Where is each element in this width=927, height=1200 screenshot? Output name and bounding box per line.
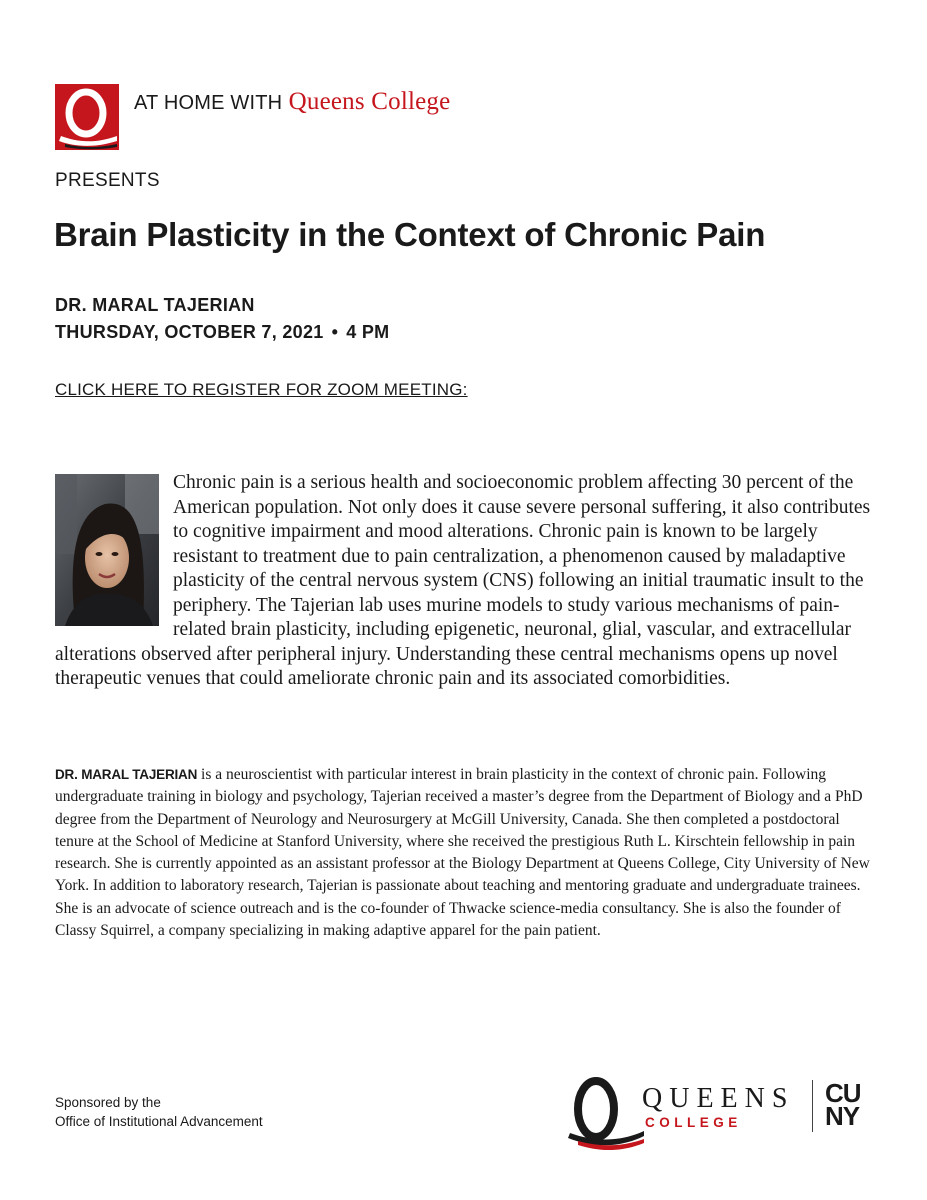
presents-label: PRESENTS bbox=[55, 170, 160, 191]
bio-speaker-name: DR. MARAL TAJERIAN bbox=[55, 767, 198, 782]
abstract-text: Chronic pain is a serious health and socioeconomic problem affecting 30 percent of the American population. Not only does it cause severe personal suffering, it also contributes to cognitive impairment and mood alterations. Chronic pain is known to be largely resistant to treatment due to pain centralization, a phenomenon caused by maladaptive plasticity of the central nervous system (CNS) following an initial traumatic insult to the periphery. The Tajerian lab uses murine models to study various mechanisms of pain-related brain plasticity, including epigenetic, neuronal, glial, vascular, and extracellular alterations observed after peripheral injury. Understanding these central mechanisms opens up novel therapeutic venues that could ameliorate chronic pain and its associated comorbidities. bbox=[55, 472, 871, 689]
wordmark-queens: QUEENS bbox=[642, 1083, 795, 1114]
abstract-section bbox=[55, 471, 875, 692]
speaker-bio bbox=[55, 764, 875, 942]
date-time-separator: • bbox=[331, 322, 339, 342]
queens-college-wordmark bbox=[642, 1083, 794, 1130]
event-datetime bbox=[55, 322, 389, 343]
footer-divider bbox=[812, 1080, 813, 1132]
event-time: 4 PM bbox=[346, 322, 390, 342]
cuny-line-1: CU bbox=[825, 1078, 861, 1108]
cuny-line-2: NY bbox=[825, 1101, 860, 1131]
event-title: Brain Plasticity in the Context of Chronic Pain bbox=[54, 216, 766, 253]
speaker-portrait bbox=[55, 474, 159, 626]
cuny-logo bbox=[825, 1078, 861, 1131]
bio-text: is a neuroscientist with particular interest in brain plasticity in the context of chronic pain. Following undergraduate training in biology and psychology, Tajerian received a master’s degree from the Department of Biology and a PhD degree from the Department of Neurology and Neurosurgery at McGill University, Canada. She then completed a postdoctoral tenure at the School of Medicine at Stanford University, where she received the prestigious Ruth L. Kirschtein fellowship in pain research. She is currently appointed as an assistant professor at the Biology Department at Queens College, City University of New York. In addition to laboratory research, Tajerian is passionate about teaching and mentoring graduate and undergraduate trainees. She is an advocate of science outreach and is the co-founder of Thwacke science-media consultancy. She is also the founder of Classy Squirrel, a company specializing in making adaptive apparel for the pain patient. bbox=[55, 766, 870, 940]
header-prefix: AT HOME WITH bbox=[134, 92, 283, 114]
sponsor-line-1: Sponsored by the bbox=[55, 1095, 161, 1110]
register-zoom-link[interactable]: CLICK HERE TO REGISTER FOR ZOOM MEETING: bbox=[55, 380, 468, 399]
event-date: THURSDAY, OCTOBER 7, 2021 bbox=[55, 322, 324, 342]
header-brand: Queens College bbox=[288, 88, 451, 115]
queens-college-q-mark bbox=[566, 1075, 646, 1155]
speaker-name: DR. MARAL TAJERIAN bbox=[55, 295, 255, 315]
sponsor-credit bbox=[55, 1093, 263, 1131]
queens-college-q-logo bbox=[55, 84, 119, 150]
sponsor-line-2: Office of Institutional Advancement bbox=[55, 1114, 263, 1129]
wordmark-college: COLLEGE bbox=[645, 1115, 742, 1130]
header-title bbox=[134, 88, 450, 116]
